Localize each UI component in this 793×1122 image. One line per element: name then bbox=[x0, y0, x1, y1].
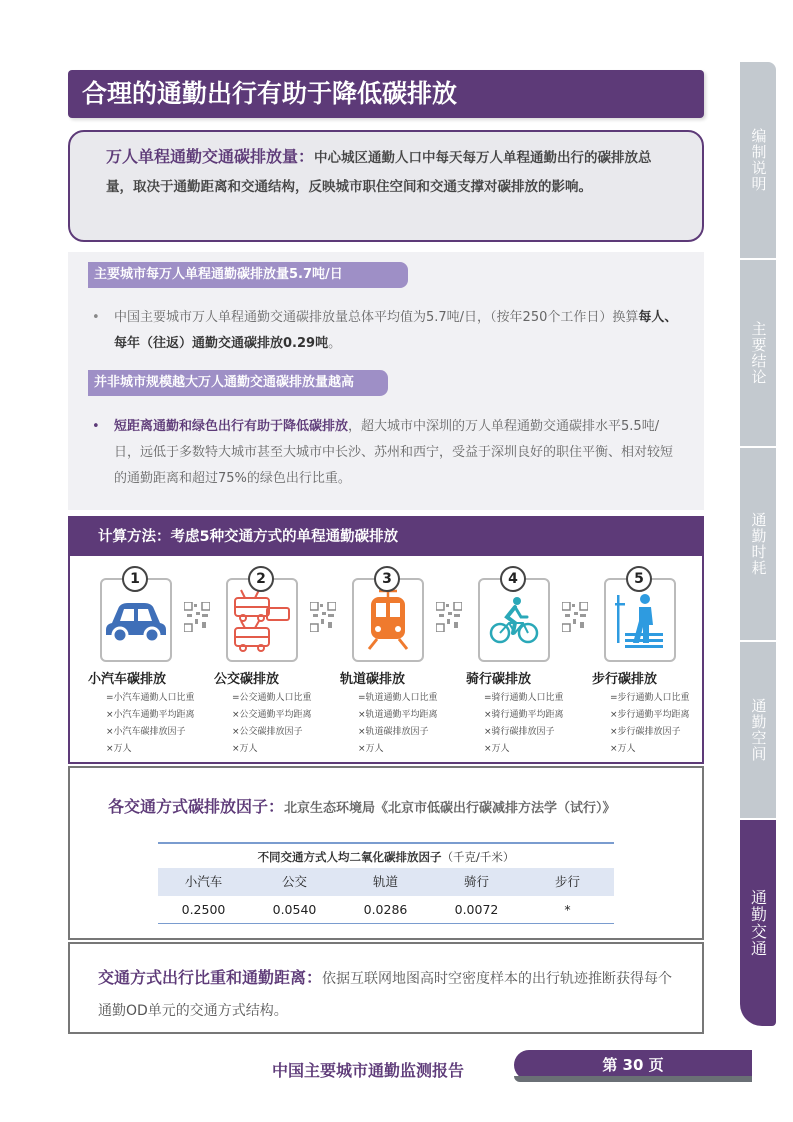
finding-bullet-1-end: 。 bbox=[328, 336, 342, 351]
finding-bullet-1 bbox=[90, 305, 680, 357]
finding-bullet-2 bbox=[90, 414, 680, 492]
formula-line: =步行通勤人口比重 bbox=[610, 693, 690, 703]
formula-line: ×公交碳排放因子 bbox=[232, 727, 303, 737]
side-tab-label: 主要结论 bbox=[749, 321, 768, 385]
formula-line: ×轨道碳排放因子 bbox=[358, 727, 429, 737]
formula-line: =骑行通勤人口比重 bbox=[484, 693, 564, 703]
side-tab-label: 通勤时耗 bbox=[749, 512, 768, 576]
mode-number: 5 bbox=[626, 566, 652, 592]
mode-name: 公交碳排放 bbox=[214, 672, 280, 687]
emission-factor-source: 北京生态环境局《北京市低碳出行碳减排方法学（试行）》 bbox=[284, 801, 616, 816]
formula-line: ×小汽车碳排放因子 bbox=[106, 727, 186, 737]
table-caption bbox=[158, 842, 614, 868]
side-tab-commute-time[interactable] bbox=[740, 448, 776, 640]
table-cell: 0.0072 bbox=[454, 902, 499, 917]
finding-bullet-1-bold: 每人、每年（往返）通勤交通碳排放0.29吨 bbox=[114, 310, 678, 351]
emission-factor-table bbox=[158, 842, 614, 924]
table-header-cell: 骑行 bbox=[463, 874, 489, 889]
qr-code-icon bbox=[184, 602, 210, 632]
footer-divider bbox=[514, 1076, 752, 1082]
definition-box bbox=[68, 130, 704, 242]
mode-formula bbox=[232, 690, 352, 758]
table-unit: （千克/千米） bbox=[441, 850, 515, 864]
formula-line: ×步行碳排放因子 bbox=[610, 727, 681, 737]
formula-line: ×小汽车通勤平均距离 bbox=[106, 710, 195, 720]
mode-formula bbox=[484, 690, 604, 758]
finding-bullet-2-bold: 短距离通勤和绿色出行有助于降低碳排放 bbox=[114, 419, 349, 434]
finding-bullet-2-text: ，超大城市中深圳的万人单程通勤交通碳排水平5.5吨/日，远低于多数特大城市甚至大城市中长沙、苏州和西宁，受益于深圳良好的职住平衡、相对较短的通勤距离和超过75%的绿色出行比重。 bbox=[114, 419, 674, 486]
mode-formula bbox=[106, 690, 226, 758]
mode-number: 3 bbox=[374, 566, 400, 592]
table-caption-text: 不同交通方式人均二氧化碳排放因子 bbox=[257, 850, 442, 864]
table-cell: 0.2500 bbox=[181, 902, 226, 917]
page-title: 合理的通勤出行有助于降低碳排放 bbox=[68, 70, 704, 118]
mode-name: 小汽车碳排放 bbox=[88, 672, 167, 687]
finding-bullet-1-text: 中国主要城市万人单程通勤交通碳排放量总体平均值为5.7吨/日，（按年250个工作日）换算 bbox=[114, 310, 639, 325]
table-cell: 0.0540 bbox=[272, 902, 317, 917]
formula-line: =轨道通勤人口比重 bbox=[358, 693, 438, 703]
mode-share-term: 交通方式出行比重和通勤距离： bbox=[98, 968, 323, 987]
qr-code-icon bbox=[436, 602, 462, 632]
formula-line: ×轨道通勤平均距离 bbox=[358, 710, 438, 720]
finding-heading-2: 并非城市规模越大万人通勤交通碳排放量越高 bbox=[88, 370, 388, 396]
table-header-cell: 公交 bbox=[281, 874, 307, 889]
side-tab-compilation-notes[interactable] bbox=[740, 62, 776, 258]
formula-line: ×骑行通勤平均距离 bbox=[484, 710, 564, 720]
mode-number: 4 bbox=[500, 566, 526, 592]
table-header-cell: 小汽车 bbox=[184, 874, 223, 889]
mode-number: 2 bbox=[248, 566, 274, 592]
formula-line: ×万人 bbox=[610, 744, 636, 754]
formula-line: ×万人 bbox=[106, 744, 132, 754]
mode-name: 轨道碳排放 bbox=[340, 672, 406, 687]
definition-text: 中心城区通勤人口中每天每万人单程通勤出行的碳排放总量，取决于通勤距离和交通结构，反映城市职住空间和交通支撑对碳排放的影响。 bbox=[106, 150, 652, 195]
formula-line: ×步行通勤平均距离 bbox=[610, 710, 690, 720]
finding-heading-1: 主要城市每万人单程通勤碳排放量5.7吨/日 bbox=[88, 262, 408, 288]
table-cell: * bbox=[564, 902, 571, 917]
page-number: 第 30 页 bbox=[514, 1050, 752, 1080]
qr-code-icon bbox=[562, 602, 588, 632]
formula-line: =小汽车通勤人口比重 bbox=[106, 693, 195, 703]
side-tab-commute-space[interactable] bbox=[740, 642, 776, 818]
calculation-method-heading: 计算方法：考虑5种交通方式的单程通勤碳排放 bbox=[70, 518, 702, 556]
findings-panel bbox=[68, 252, 704, 510]
emission-factor-title bbox=[108, 794, 616, 817]
side-tab-commute-traffic[interactable] bbox=[740, 820, 776, 1026]
mode-formula bbox=[358, 690, 478, 758]
formula-line: ×万人 bbox=[232, 744, 258, 754]
mode-name: 步行碳排放 bbox=[592, 672, 658, 687]
formula-line: ×骑行碳排放因子 bbox=[484, 727, 555, 737]
mode-number: 1 bbox=[122, 566, 148, 592]
formula-line: ×万人 bbox=[358, 744, 384, 754]
side-navigation bbox=[740, 62, 776, 1026]
side-tab-label: 通勤交通 bbox=[748, 889, 768, 957]
formula-line: ×万人 bbox=[484, 744, 510, 754]
side-tab-label: 通勤空间 bbox=[749, 698, 768, 762]
qr-code-icon bbox=[310, 602, 336, 632]
mode-name: 骑行碳排放 bbox=[466, 672, 532, 687]
calculation-method-box bbox=[68, 516, 704, 764]
table-header-row bbox=[158, 868, 614, 896]
emission-factor-heading: 各交通方式碳排放因子： bbox=[108, 797, 285, 816]
mode-share-text: 依据互联网地图高时空密度样本的出行轨迹推断获得每个通勤OD单元的交通方式结构。 bbox=[98, 971, 673, 1019]
side-tab-main-conclusions[interactable] bbox=[740, 260, 776, 446]
formula-line: ×公交通勤平均距离 bbox=[232, 710, 312, 720]
mode-share-box bbox=[68, 942, 704, 1034]
mode-formula bbox=[610, 690, 730, 758]
table-cell: 0.0286 bbox=[363, 902, 408, 917]
table-row bbox=[158, 896, 614, 924]
definition-term: 万人单程通勤交通碳排放量： bbox=[106, 147, 315, 166]
report-title: 中国主要城市通勤监测报告 bbox=[272, 1061, 465, 1080]
side-tab-label: 编制说明 bbox=[749, 128, 768, 192]
formula-line: =公交通勤人口比重 bbox=[232, 693, 312, 703]
table-header-cell: 步行 bbox=[554, 874, 580, 889]
emission-factor-box bbox=[68, 766, 704, 940]
table-header-cell: 轨道 bbox=[372, 874, 398, 889]
